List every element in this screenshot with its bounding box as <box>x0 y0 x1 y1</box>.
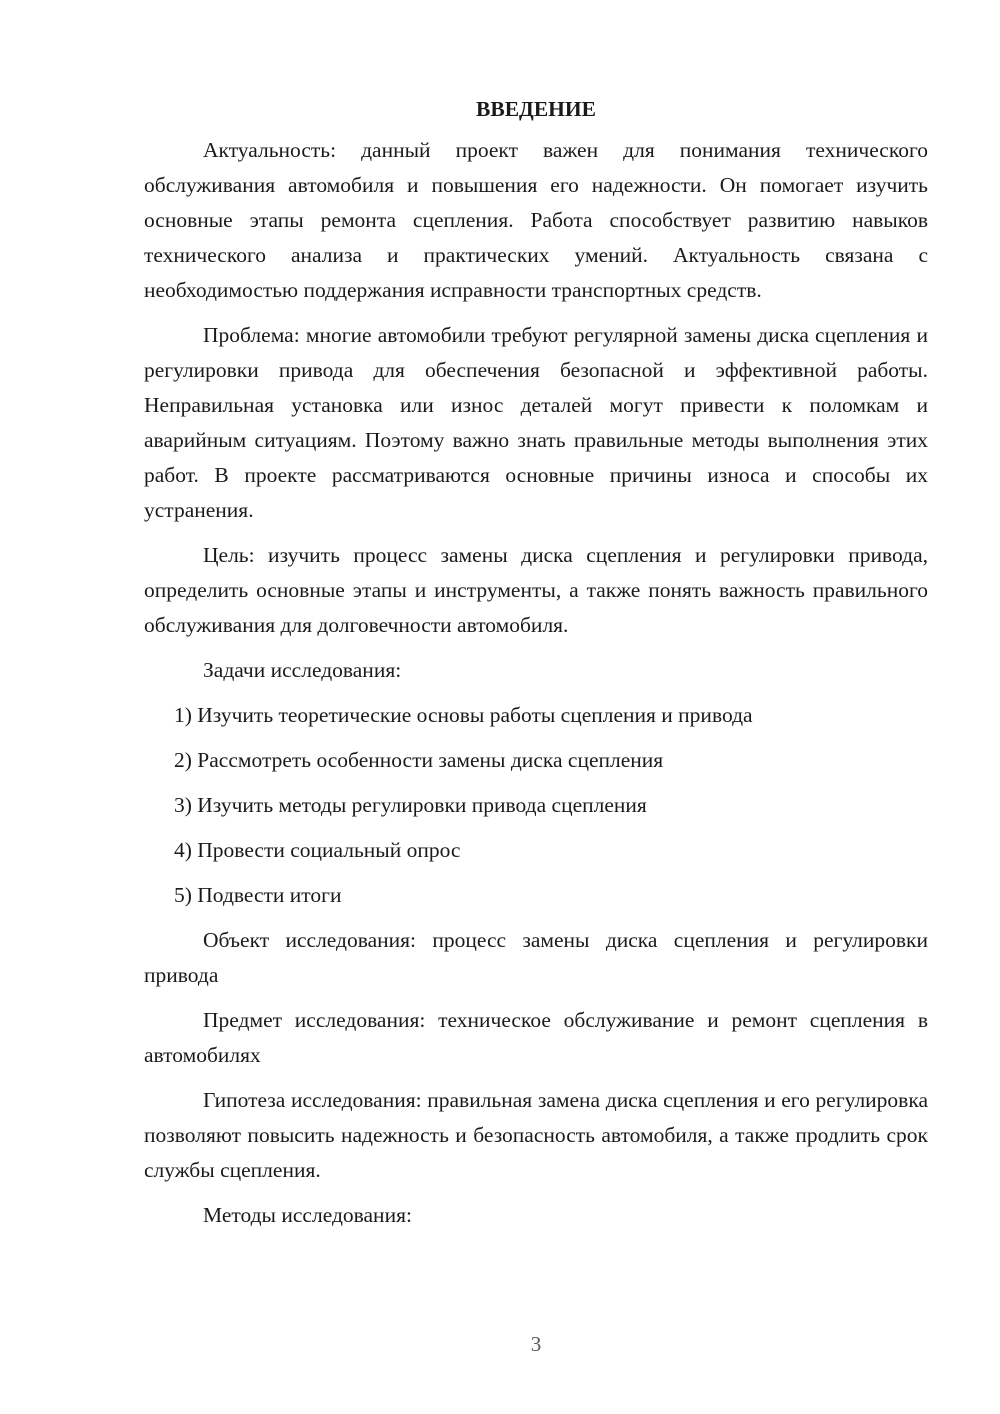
list-item: 2) Рассмотреть особенности замены диска сцепления <box>174 748 664 772</box>
object-paragraph: Объект исследования: процесс замены диска сцепления и регулировки привода <box>144 928 928 987</box>
tasks-title: Задачи исследования: <box>203 658 402 682</box>
page-title: ВВЕДЕНИЕ <box>476 97 596 121</box>
list-item: 1) Изучить теоретические основы работы сцепления и привода <box>174 703 753 727</box>
hypothesis-paragraph: Гипотеза исследования: правильная замена диска сцепления и его регулировка позволяют повысить надежность и безопасность автомобиля, а также продлить срок службы сцепления. <box>144 1088 928 1182</box>
goal-paragraph: Цель: изучить процесс замены диска сцепления и регулировки привода, определить основные этапы и инструменты, а также понять важность правильного обслуживания для долговечности автомобиля. <box>144 543 928 637</box>
subject-paragraph: Предмет исследования: техническое обслуживание и ремонт сцепления в автомобилях <box>144 1008 928 1067</box>
tasks-list <box>144 698 928 913</box>
page-number: 3 <box>530 1332 542 1356</box>
list-item: 4) Провести социальный опрос <box>174 838 461 862</box>
list-item: 5) Подвести итоги <box>174 883 342 907</box>
problem-paragraph: Проблема: многие автомобили требуют регулярной замены диска сцепления и регулировки привода для обеспечения безопасной и эффективной работы. Неправильная установка или износ деталей могут привести к поломкам и аварийным ситуациям. Поэтому важно знать правильные методы выполнения этих работ. В проекте рассматриваются основные причины износа и способы их устранения. <box>144 323 928 522</box>
relevance-paragraph: Актуальность: данный проект важен для понимания технического обслуживания автомобиля и повышения его надежности. Он помогает изучить основные этапы ремонта сцепления. Работа способствует развитию навыков технического анализа и практических умений. Актуальность связана с необходимостью поддержания исправности транспортных средств. <box>144 138 928 302</box>
methods-paragraph: Методы исследования: <box>203 1203 412 1227</box>
document-page <box>144 92 928 1243</box>
list-item: 3) Изучить методы регулировки привода сцепления <box>174 793 647 817</box>
